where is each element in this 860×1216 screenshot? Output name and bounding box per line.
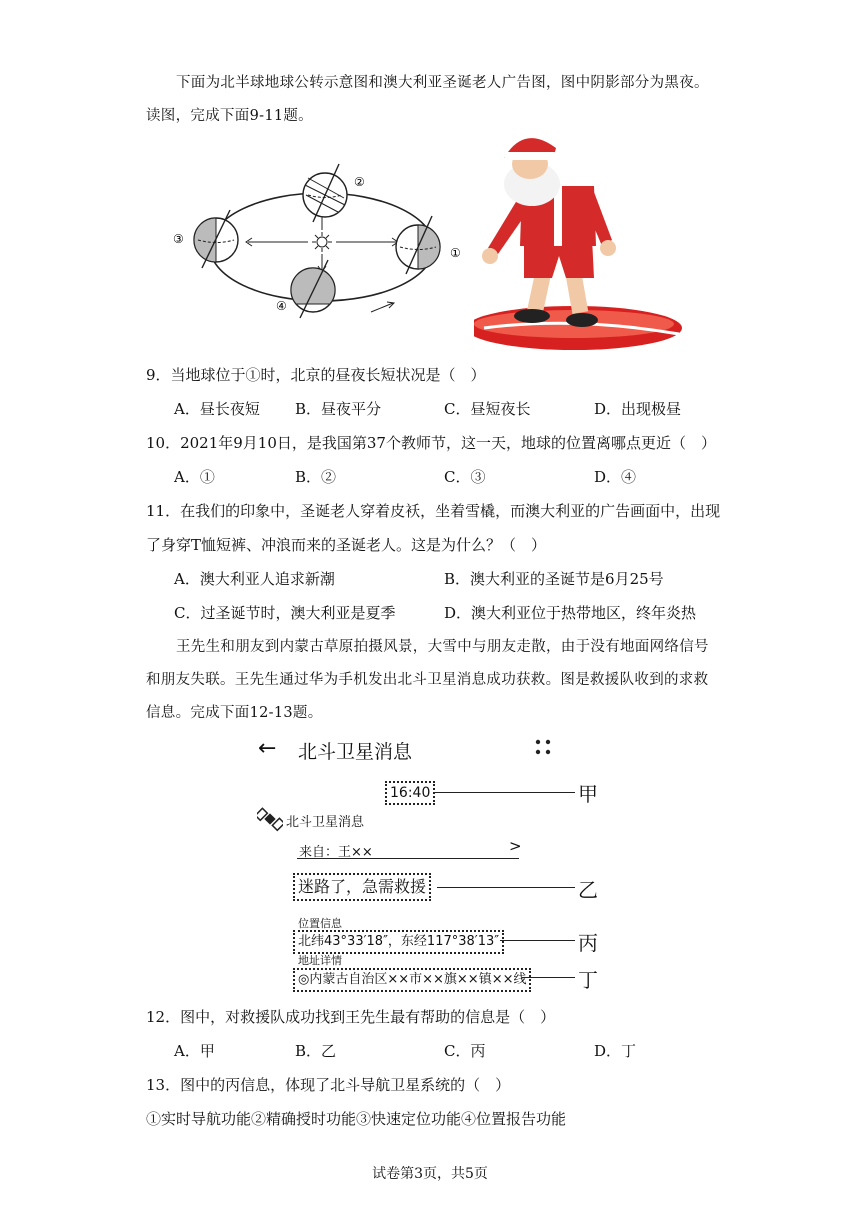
back-arrow-icon[interactable]: ← [258,736,277,761]
address-label: 地址详情 [298,954,342,967]
q11-stem-line-2: 了身穿T恤短裤、冲浪而来的圣诞老人。这是为什么？（ ） [146,536,547,554]
q10-option-d[interactable]: D．④ [594,468,637,486]
address-box: ◎内蒙古自治区××市××旗××镇××线 [293,968,531,992]
intro-paragraph-2-line-1: 王先生和朋友到内蒙古草原拍摄风景，大雪中与朋友走散，由于没有地面网络信号 [176,639,709,655]
location-label: 位置信息 [298,917,342,930]
q9-option-d[interactable]: D．出现极昼 [594,400,682,418]
earth-position-2 [303,164,347,222]
intro-paragraph-2-line-3: 信息。完成下面12-13题。 [146,705,323,721]
q12-option-c[interactable]: C．丙 [444,1042,486,1060]
q10-option-c[interactable]: C．③ [444,468,486,486]
santa-surfing-image [474,128,689,358]
q11-option-d[interactable]: D．澳大利亚位于热带地区，终年炎热 [444,604,697,622]
q12-stem: 12．图中，对救援队成功找到王先生最有帮助的信息是（ ） [146,1008,556,1026]
q11-option-b[interactable]: B．澳大利亚的圣诞节是6月25号 [444,570,664,588]
page-footer: 试卷第3页，共5页 [372,1166,488,1182]
marker-bing: 丙 [578,931,598,955]
satellite-icon [257,806,283,832]
q12-option-b[interactable]: B．乙 [295,1042,337,1060]
phone-title: 北斗卫星消息 [298,741,413,763]
q9-stem: 9．当地球位于①时，北京的昼夜长短状况是（ ） [146,366,486,384]
intro-paragraph-1-line-2: 读图，完成下面9-11题。 [146,108,313,124]
q9-option-a[interactable]: A．昼长夜短 [174,400,260,418]
q9-option-b[interactable]: B．昼夜平分 [295,400,382,418]
q11-option-a[interactable]: A．澳大利亚人追求新潮 [174,570,335,588]
diagram-label-4: ④ [276,299,287,313]
q10-option-b[interactable]: B．② [295,468,337,486]
q12-option-a[interactable]: A．甲 [174,1042,215,1060]
diagram-label-1: ① [450,246,461,260]
q13-stem: 13．图中的丙信息，体现了北斗导航卫星系统的（ ） [146,1076,511,1094]
more-options-icon[interactable] [534,738,552,756]
q11-option-c[interactable]: C．过圣诞节时，澳大利亚是夏季 [174,604,396,622]
beidou-message-figure [255,730,625,1000]
marker-ding: 丁 [578,968,598,992]
location-box: 北纬43°33′18″，东经117°38′13″ [293,930,504,954]
q12-option-d[interactable]: D．丁 [594,1042,637,1060]
chevron-right-icon[interactable]: > [509,837,522,855]
q10-stem: 10．2021年9月10日，是我国第37个教师节，这一天，地球的位置离哪点更近（ ） [146,434,716,452]
message-box: 迷路了，急需救援 [293,873,431,901]
time-box: 16:40 [385,781,435,805]
intro-paragraph-1-line-1: 下面为北半球地球公转示意图和澳大利亚圣诞老人广告图，图中阴影部分为黑夜。 [176,75,709,91]
diagram-label-2: ② [354,175,365,189]
sender-header: 北斗卫星消息 [286,815,365,830]
marker-yi: 乙 [578,878,598,902]
q9-option-c[interactable]: C．昼短夜长 [444,400,531,418]
diagram-label-3: ③ [173,232,184,246]
earth-orbit-diagram [168,150,473,335]
sun-icon [312,232,332,252]
q13-choices: ①实时导航功能②精确授时功能③快速定位功能④位置报告功能 [146,1110,567,1128]
from-field: 来自：王×× [299,845,373,860]
q11-stem-line-1: 11．在我们的印象中，圣诞老人穿着皮袄，坐着雪橇，而澳大利亚的广告画面中，出现 [146,502,721,520]
q10-option-a[interactable]: A．① [174,468,215,486]
earth-position-3 [194,210,238,268]
intro-paragraph-2-line-2: 和朋友失联。王先生通过华为手机发出北斗卫星消息成功获救。图是救援队收到的求救 [146,672,709,688]
marker-jia: 甲 [578,782,598,806]
earth-position-4 [291,260,335,318]
earth-position-1 [396,216,440,274]
